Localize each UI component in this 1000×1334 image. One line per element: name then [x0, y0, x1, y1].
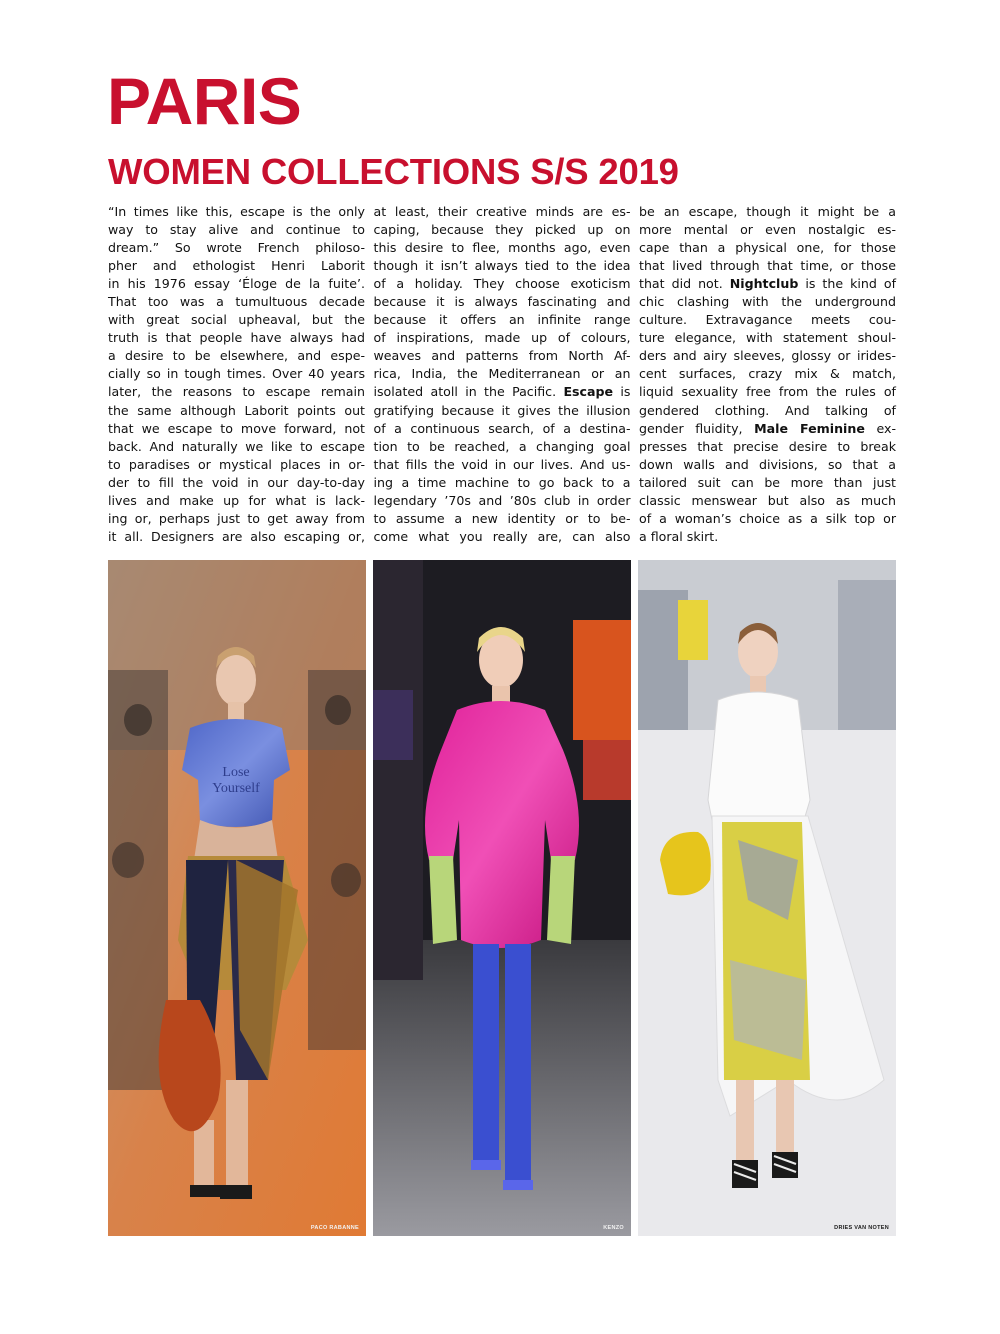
page-subtitle: WOMEN COLLECTIONS S/S 2019	[108, 151, 679, 192]
text-line: classic menswear but also as much	[639, 492, 896, 508]
text-line: down walls and divisions, so that a	[639, 456, 896, 472]
article-column-2	[374, 203, 631, 546]
text-line: to assume a new identity or to be-	[373, 510, 631, 526]
text-line: cially so in tough times. Over 40 years	[108, 366, 365, 382]
text-line: ing a time machine to go back to a	[373, 474, 631, 490]
text-fragment: gender fluidity,	[639, 420, 755, 436]
text-line: lives and make up for what is lack-	[108, 492, 365, 508]
text-line: der to fill the void in our day-to-day	[108, 474, 365, 490]
text-line: a desire to be elsewhere, and espe-	[108, 348, 365, 364]
text-line: “In times like this, escape is the only	[108, 204, 365, 219]
text-line: ing or, perhaps just to get away from	[108, 510, 365, 526]
text-line: that fills the void in our lives. And us-	[373, 456, 631, 472]
text-line-escape	[374, 383, 631, 401]
tshirt-print-line-2: Yourself	[212, 781, 260, 796]
text-line: dream.” So wrote French philoso-	[108, 240, 365, 256]
text-line: ders and airy sleeves, glossy or irides-	[639, 348, 896, 364]
text-line: caping, because they picked up on	[373, 222, 631, 238]
runway-photo-paco-rabanne	[108, 560, 366, 1236]
text-line: though it isn’t always tied to the idea	[373, 258, 631, 274]
bold-keyword-male-feminine: Male Feminine	[754, 420, 865, 436]
text-fragment: ex-	[864, 420, 896, 436]
text-line: tailored suit can be more than just	[639, 474, 896, 490]
text-line-nightclub	[639, 275, 896, 293]
photo-credit: KENZO	[603, 1225, 624, 1231]
text-line: gendered clothing. And talking of	[639, 402, 896, 418]
text-line: back. And naturally we like to escape	[108, 438, 365, 454]
photo-credit: PACO RABANNE	[310, 1225, 359, 1231]
text-line: gratifying because it gives the illusion	[373, 402, 631, 418]
text-line: later, the reasons to escape remain	[108, 384, 365, 400]
text-line-male-feminine	[639, 420, 896, 438]
text-line: ture elegance, with statement shoul-	[639, 330, 896, 346]
text-line: of a continuous search, of a destina-	[373, 420, 631, 436]
text-line: cape than a physical one, for those	[639, 240, 896, 256]
text-line: come what you really are, can also	[373, 528, 631, 544]
runway-photo-kenzo	[373, 560, 631, 1236]
article-column-3	[639, 203, 896, 546]
tshirt-print-line-1: Lose	[222, 765, 250, 780]
text-line: this desire to flee, months ago, even	[373, 240, 631, 256]
text-line: a floral skirt.	[639, 528, 719, 544]
text-line: cent surfaces, crazy mix & match,	[639, 366, 896, 382]
text-line: because it is always fascinating and	[373, 294, 631, 310]
text-fragment: is the kind of	[798, 276, 897, 292]
text-line: liquid sexuality free from the rules of	[639, 384, 896, 400]
text-line: be an escape, though it might be a	[639, 204, 896, 219]
text-line: that we escape to move forward, not	[108, 420, 365, 436]
text-line: the same although Laborit points out	[108, 402, 365, 418]
article-body	[108, 203, 896, 546]
runway-photo-dries-van-noten	[638, 560, 896, 1236]
text-line: presses that precise desire to break	[639, 438, 896, 454]
text-line: more mental or even nostalgic es-	[639, 222, 896, 238]
page-title: PARIS	[107, 64, 302, 138]
text-fragment: that did not.	[639, 276, 730, 292]
text-line: weaves and patterns from North Af-	[373, 348, 631, 364]
text-line: at least, their creative minds are es-	[373, 204, 631, 219]
text-line: it all. Designers are also escaping or,	[108, 528, 365, 544]
text-fragment: is	[613, 384, 631, 400]
text-line: legendary ’70s and ’80s club in order	[373, 492, 631, 508]
text-line: pher and ethologist Henri Laborit	[108, 258, 365, 274]
text-line: rica, India, the Mediterranean or an	[373, 366, 631, 382]
text-fragment: isolated atoll in the Pacific.	[373, 384, 564, 400]
bold-keyword-escape: Escape	[563, 384, 614, 400]
text-line: truth is that people have always had	[108, 330, 365, 346]
bold-keyword-nightclub: Nightclub	[729, 276, 799, 292]
text-line: tion to be reached, a changing goal	[373, 438, 631, 454]
text-line: because it offers an infinite range	[373, 312, 631, 328]
photo-credit: DRIES VAN NOTEN	[834, 1225, 889, 1231]
text-line: of a holiday. They choose exoticism	[373, 276, 631, 292]
text-line: in his 1976 essay ‘Éloge de la fuite’.	[108, 276, 365, 292]
runway-illustration-1	[108, 560, 366, 1236]
runway-photo-row	[108, 560, 896, 1236]
text-line: That too was a tumultuous decade	[108, 294, 365, 310]
article-column-1	[108, 203, 365, 546]
text-line: chic clashing with the underground	[639, 294, 896, 310]
runway-illustration-3	[638, 560, 896, 1236]
text-line: way to stay alive and continue to	[108, 222, 365, 238]
text-line: to paradises or mystical places in or-	[108, 456, 365, 472]
text-line: that lived through that time, or those	[639, 258, 896, 274]
text-line: culture. Extravagance meets cou-	[639, 312, 896, 328]
runway-illustration-2	[373, 560, 631, 1236]
text-line: of inspirations, made up of colours,	[373, 330, 631, 346]
text-line: of a woman’s choice as a silk top or	[639, 510, 896, 526]
text-line: with great social upheaval, but the	[108, 312, 365, 328]
